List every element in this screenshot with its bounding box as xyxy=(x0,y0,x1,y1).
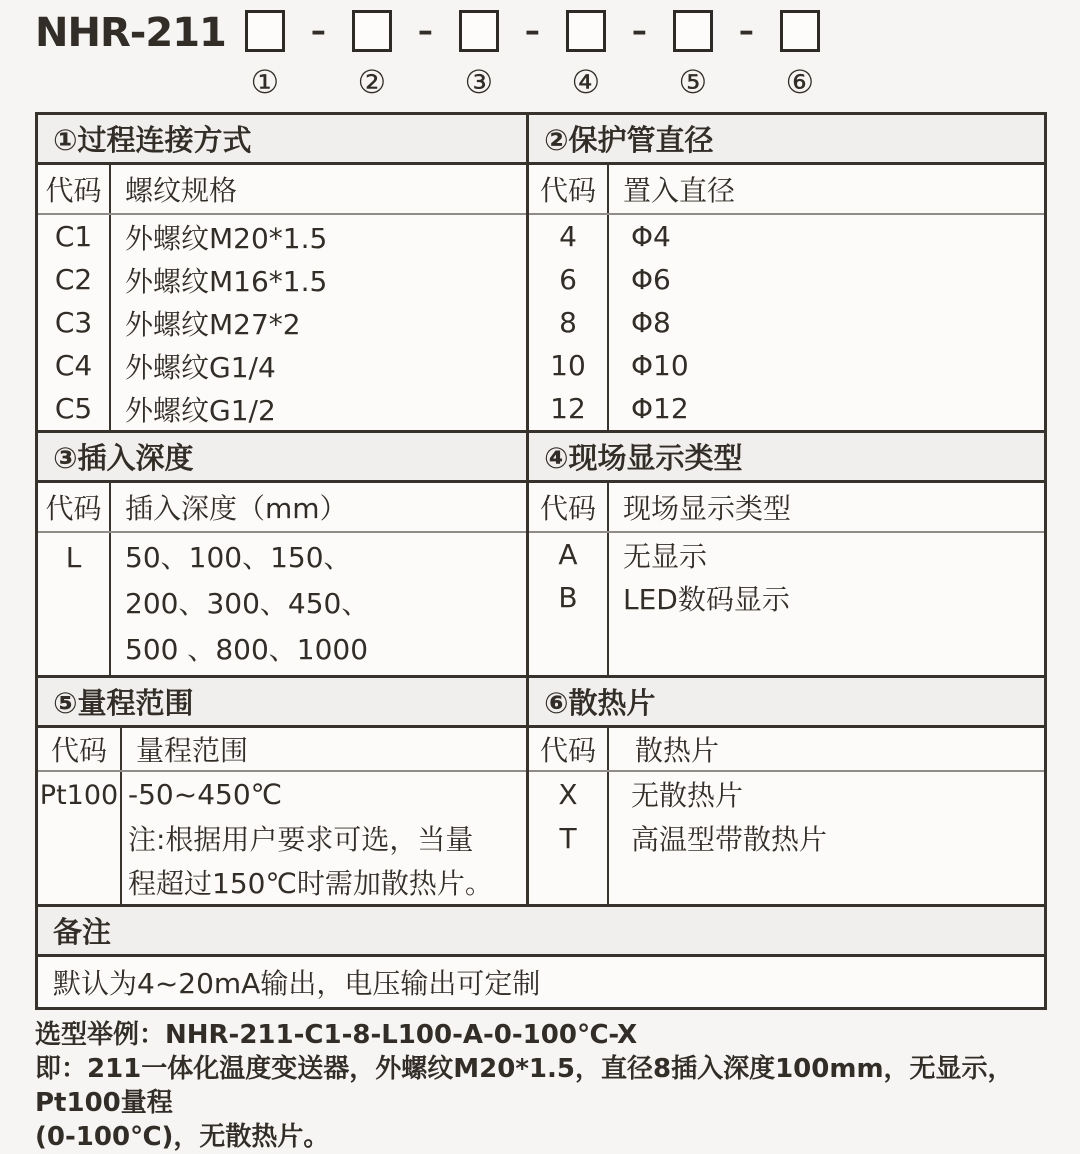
desc-cell: 外螺纹M27*2 xyxy=(125,307,301,341)
column-header-row xyxy=(529,728,1044,772)
section-heat-sink xyxy=(526,678,1044,904)
section-title: ③插入深度 xyxy=(38,433,526,483)
code-column xyxy=(529,215,609,430)
desc-column xyxy=(122,772,526,904)
section-body xyxy=(38,533,526,675)
desc-cell: Φ12 xyxy=(631,392,689,425)
col-header-desc: 散热片 xyxy=(635,734,720,767)
col-header-desc: 量程范围 xyxy=(136,734,249,767)
desc-column xyxy=(609,772,1044,904)
code-column xyxy=(38,215,111,430)
code-cell: X xyxy=(558,777,578,811)
desc-line: -50~450℃ xyxy=(128,777,283,811)
circle-label-6: ⑥ xyxy=(785,63,815,101)
code-cell: 10 xyxy=(550,349,586,382)
code-column xyxy=(38,533,111,675)
code-cell: 4 xyxy=(559,220,577,253)
code-cell: 8 xyxy=(559,306,577,339)
desc-line: 50、100、150、 xyxy=(125,541,352,574)
model-code-slot-1 xyxy=(242,10,288,100)
desc-column xyxy=(609,215,1044,430)
model-code-slot-2 xyxy=(349,10,395,100)
code-cell: C4 xyxy=(54,349,93,382)
column-header-row xyxy=(38,728,526,772)
code-cell: C2 xyxy=(54,263,93,296)
section-title: ④现场显示类型 xyxy=(529,433,1044,483)
desc-cell: Φ10 xyxy=(631,349,689,382)
section-body xyxy=(529,215,1044,430)
model-prefix: NHR-211 xyxy=(35,10,226,56)
circle-label-3: ③ xyxy=(464,63,494,101)
section-display-type xyxy=(526,433,1044,675)
model-code-slot-3 xyxy=(456,10,502,100)
circle-label-5: ⑤ xyxy=(678,63,708,101)
desc-cell: Φ8 xyxy=(631,306,671,339)
dash-separator: – xyxy=(631,14,647,49)
section-remark xyxy=(38,904,1044,1007)
code-box-2 xyxy=(352,10,392,52)
example-description-line-2: (0-100℃)，无散热片。 xyxy=(35,1122,330,1152)
section-title: ①过程连接方式 xyxy=(38,115,526,165)
section-protection-tube-diameter xyxy=(526,115,1044,430)
code-cell: C1 xyxy=(54,220,93,253)
code-box-6 xyxy=(780,10,820,52)
desc-cell: LED数码显示 xyxy=(623,582,790,616)
remark-content: 默认为4~20mA输出，电压输出可定制 xyxy=(53,967,541,1000)
model-code-row xyxy=(0,0,1080,100)
desc-cell: 高温型带散热片 xyxy=(631,823,828,856)
code-cell: Pt100 xyxy=(39,780,119,811)
code-column xyxy=(529,772,609,904)
section-body xyxy=(529,533,1044,675)
section-title: ⑥散热片 xyxy=(529,678,1044,728)
section-title: ⑤量程范围 xyxy=(38,678,526,728)
code-box-5 xyxy=(673,10,713,52)
section-body xyxy=(38,772,526,904)
desc-cell: 无散热片 xyxy=(631,779,744,812)
section-insertion-depth xyxy=(38,433,526,675)
example-line: 选型举例：NHR-211-C1-8-L100-A-0-100℃-X xyxy=(35,1020,638,1050)
column-header-row xyxy=(38,483,526,533)
code-cell: C3 xyxy=(54,306,93,339)
code-box-4 xyxy=(566,10,606,52)
desc-column xyxy=(609,533,1044,675)
column-header-row xyxy=(529,483,1044,533)
col-header-code: 代码 xyxy=(38,728,122,770)
model-code-slot-6 xyxy=(777,10,823,100)
code-box-3 xyxy=(459,10,499,52)
code-cell: C5 xyxy=(54,392,93,425)
code-cell: 12 xyxy=(550,392,586,425)
code-cell: 6 xyxy=(559,263,577,296)
dash-separator: – xyxy=(417,14,433,49)
col-header-code: 代码 xyxy=(38,483,111,531)
desc-line: 程超过150℃时需加散热片。 xyxy=(128,867,493,900)
code-column xyxy=(529,533,609,675)
desc-line: 注:根据用户要求可选，当量 xyxy=(128,823,474,856)
code-cell: L xyxy=(65,541,82,574)
desc-cell: 外螺纹G1/2 xyxy=(125,393,276,427)
column-header-row xyxy=(38,165,526,215)
desc-line: 200、300、450、 xyxy=(125,587,370,620)
model-code-slot-5 xyxy=(670,10,716,100)
example-description-line-1: 即：211一体化温度变送器，外螺纹M20*1.5，直径8插入深度100mm，无显示，Pt100量程 xyxy=(35,1054,1014,1118)
col-header-desc: 置入直径 xyxy=(623,174,736,207)
selection-example xyxy=(35,1018,1055,1154)
code-cell: A xyxy=(558,538,578,571)
desc-cell: 无显示 xyxy=(623,539,708,573)
col-header-code: 代码 xyxy=(529,483,609,531)
dash-separator: – xyxy=(524,14,540,49)
remark-title: 备注 xyxy=(38,907,1044,957)
section-pair-3 xyxy=(38,675,1044,904)
desc-line: 500 、800、1000 xyxy=(125,633,369,666)
dash-separator: – xyxy=(310,14,326,49)
desc-cell: 外螺纹G1/4 xyxy=(125,350,276,384)
col-header-desc: 现场显示类型 xyxy=(623,492,792,525)
desc-cell: 外螺纹M16*1.5 xyxy=(125,264,328,298)
col-header-desc: 螺纹规格 xyxy=(125,174,238,207)
col-header-code: 代码 xyxy=(38,165,111,213)
desc-cell: 外螺纹M20*1.5 xyxy=(125,221,328,255)
col-header-desc: 插入深度（mm） xyxy=(125,492,348,525)
code-cell: T xyxy=(559,821,577,855)
section-title: ②保护管直径 xyxy=(529,115,1044,165)
section-body xyxy=(38,215,526,430)
col-header-code: 代码 xyxy=(529,728,609,770)
circle-label-4: ④ xyxy=(571,63,601,101)
desc-cell: Φ6 xyxy=(631,263,671,296)
code-cell: B xyxy=(558,581,578,614)
desc-column xyxy=(111,215,526,430)
section-body xyxy=(529,772,1044,904)
model-code-slot-4 xyxy=(563,10,609,100)
circle-label-2: ② xyxy=(357,63,387,101)
section-pair-1 xyxy=(38,115,1044,430)
desc-column xyxy=(111,533,526,675)
desc-cell: Φ4 xyxy=(631,220,671,253)
code-column xyxy=(38,772,122,904)
dash-separator: – xyxy=(738,14,754,49)
circle-label-1: ① xyxy=(250,63,280,101)
section-range xyxy=(38,678,526,904)
col-header-code: 代码 xyxy=(529,165,609,213)
column-header-row xyxy=(529,165,1044,215)
code-box-1 xyxy=(245,10,285,52)
selection-table xyxy=(35,112,1047,1010)
section-process-connection xyxy=(38,115,526,430)
section-pair-2 xyxy=(38,430,1044,675)
